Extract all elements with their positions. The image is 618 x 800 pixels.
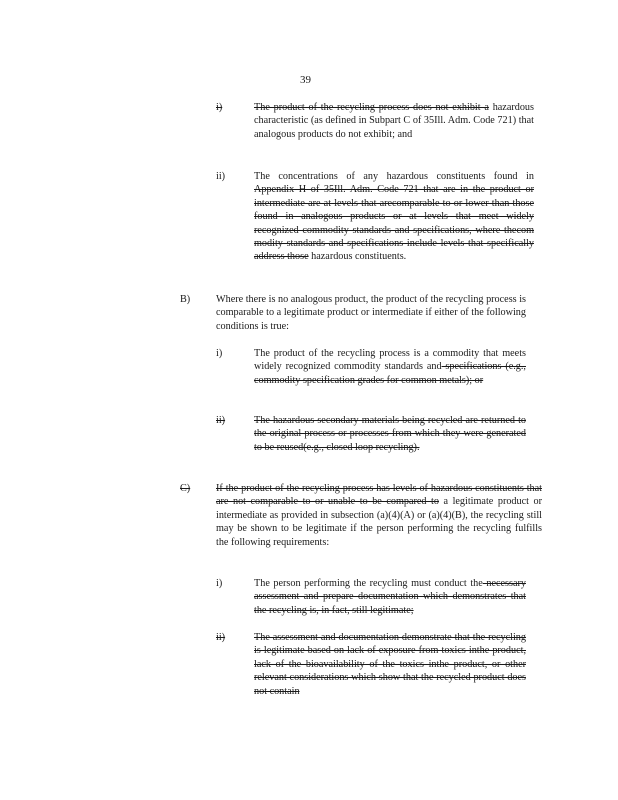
section-label: C) bbox=[180, 483, 191, 494]
body-text: The product of the recycling process is a commodity that meets widely recognized commodity standards and bbox=[254, 348, 526, 373]
section-text bbox=[216, 293, 526, 333]
item-label: i) bbox=[216, 102, 223, 113]
body-text: Where there is no analogous product, the product of the recycling process is comparable to a legitimate product or intermediate if either of the following conditions is true: bbox=[216, 294, 526, 332]
item-text bbox=[254, 347, 526, 387]
body-text: a legitimate product or intermediate as provided in subsection (a)(4)(A) or (a)(4)(B), the recycling still may be shown to be legitimate if the person performing the recycling fulfills the following requirements: bbox=[216, 496, 542, 548]
item-text bbox=[254, 577, 526, 617]
item-label: ii) bbox=[216, 171, 226, 182]
body-text: hazardous characteristic (as defined in Subpart C of 35Ill. Adm. Code 721) that analogous products do not exhibit; and bbox=[254, 102, 534, 140]
body-text: The concentrations of any hazardous constituents found in bbox=[254, 171, 534, 182]
item-label: i) bbox=[216, 348, 223, 359]
struck-text: Appendix H of 35Ill. Adm. Code 721 that are in the product or intermediate are at levels that arecomparable to or lower than those found in analogous products or at levels that meet widely recognized commodity standards and specifications, where thecom modity standards and specifications include levels that specifically address those bbox=[254, 184, 534, 263]
item-label: i) bbox=[216, 578, 223, 589]
item-text bbox=[254, 101, 534, 141]
struck-text: specifications (e.g., commodity specification grades for common metals); or bbox=[254, 361, 526, 386]
item-text bbox=[254, 170, 534, 264]
struck-text: The product of the recycling process does not exhibit a bbox=[254, 102, 489, 113]
body-text: hazardous constituents. bbox=[308, 251, 407, 263]
item-label: ii) bbox=[216, 632, 226, 643]
section-text bbox=[216, 482, 542, 549]
page-number: 39 bbox=[300, 74, 311, 86]
item-label: ii) bbox=[216, 415, 226, 426]
item-text bbox=[254, 414, 526, 454]
struck-text: If the product of the recycling process has levels of hazardous constituents that are not comparable to or unable to be compared to bbox=[216, 483, 542, 508]
struck-text: The hazardous secondary materials being recycled are returned to the original process or processes from which they were generated to be reused(e.g., closed loop recycling). bbox=[254, 415, 526, 453]
struck-text: necessary assessment and prepare documentation which demonstrates that the recycling is, in fact, still legitimate; bbox=[254, 578, 526, 616]
item-text bbox=[254, 631, 526, 698]
struck-text: The assessment and documentation demonstrate that the recycling is legitimate based on lack of exposure from toxics inthe product, lack of the bioavailability of the toxics inthe product, or other relevant considerations which show that the recycled product does not contain bbox=[254, 632, 526, 697]
body-text: The person performing the recycling must conduct the bbox=[254, 578, 483, 589]
section-label: B) bbox=[180, 294, 191, 305]
